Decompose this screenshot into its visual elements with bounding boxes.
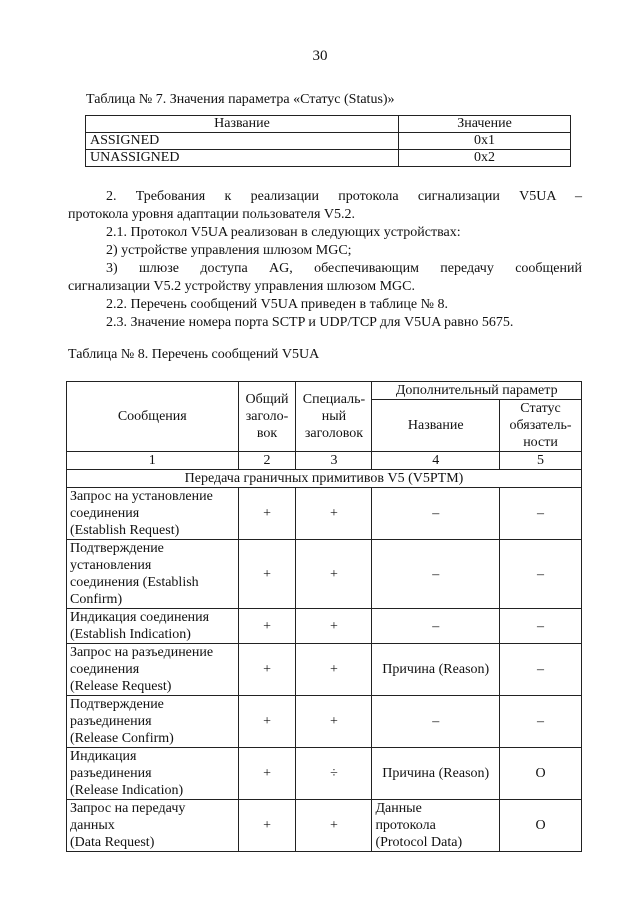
- table-7-caption: Таблица № 7. Значения параметра «Статус (Status)»: [86, 92, 395, 107]
- cell-message: Подтверждение разъединения (Release Confirm): [67, 696, 239, 748]
- cell-message: Индикация разъединения (Release Indication): [67, 748, 239, 800]
- cell-message: Запрос на установление соединения (Establish Request): [67, 488, 239, 540]
- cell-message: Запрос на передачу данных (Data Request): [67, 800, 239, 852]
- cell-message: Запрос на разъединение соединения (Release Request): [67, 644, 239, 696]
- column-number: 2: [238, 452, 296, 470]
- paragraph-2-3: 2.3. Значение номера порта SCTP и UDP/TCP для V5UA равно 5675.: [106, 315, 514, 330]
- paragraph-2: 2. Требования к реализации протокола сигнализации V5UA –: [106, 189, 582, 204]
- cell-message: Индикация соединения (Establish Indication): [67, 609, 239, 644]
- cell-param-name: –: [372, 488, 500, 540]
- cell-value: 0x1: [399, 133, 571, 150]
- cell-name: UNASSIGNED: [86, 150, 399, 167]
- cell-param-status: –: [500, 609, 582, 644]
- column-header-common-header: Общий заголо-вок: [238, 382, 296, 452]
- column-header-param-status: Статус обязатель-ности: [500, 400, 582, 452]
- paragraph-2-1: 2.1. Протокол V5UA реализован в следующих устройствах:: [106, 225, 461, 240]
- cell-common-header: +: [238, 644, 296, 696]
- column-header-special-header: Специаль-ный заголовок: [296, 382, 372, 452]
- cell-param-name: –: [372, 696, 500, 748]
- table-row: [67, 748, 582, 800]
- section-title: Передача граничных примитивов V5 (V5PTM): [67, 470, 582, 488]
- column-number: 1: [67, 452, 239, 470]
- cell-special-header: ÷: [296, 748, 372, 800]
- cell-common-header: +: [238, 748, 296, 800]
- column-number: 5: [500, 452, 582, 470]
- table-row: [67, 540, 582, 609]
- list-item-2: 2) устройстве управления шлюзом MGC;: [106, 243, 352, 258]
- table-row: [67, 488, 582, 540]
- cell-param-status: О: [500, 800, 582, 852]
- table-header-row: [86, 116, 571, 133]
- cell-common-header: +: [238, 488, 296, 540]
- cell-common-header: +: [238, 800, 296, 852]
- cell-special-header: +: [296, 800, 372, 852]
- cell-special-header: +: [296, 540, 372, 609]
- paragraph-2-2: 2.2. Перечень сообщений V5UA приведен в таблице № 8.: [106, 297, 448, 312]
- cell-param-name: Причина (Reason): [372, 748, 500, 800]
- table-header-row: [67, 382, 582, 400]
- cell-special-header: +: [296, 644, 372, 696]
- column-header-param-name: Название: [372, 400, 500, 452]
- cell-common-header: +: [238, 696, 296, 748]
- section-row: [67, 470, 582, 488]
- cell-param-name: –: [372, 609, 500, 644]
- cell-name: ASSIGNED: [86, 133, 399, 150]
- column-numbers-row: [67, 452, 582, 470]
- cell-param-status: –: [500, 488, 582, 540]
- table-row: [67, 696, 582, 748]
- table-8-body: [67, 488, 582, 852]
- column-header-value: Значение: [399, 116, 571, 133]
- cell-message: Подтверждение установления соединения (Establish Confirm): [67, 540, 239, 609]
- list-item-3: 3) шлюзе доступа AG, обеспечивающим передачу сообщений: [106, 261, 582, 276]
- table-row: [67, 609, 582, 644]
- cell-param-name: Данные протокола (Protocol Data): [372, 800, 500, 852]
- column-number: 4: [372, 452, 500, 470]
- cell-common-header: +: [238, 540, 296, 609]
- cell-param-status: –: [500, 644, 582, 696]
- list-item-3-continued: сигнализации V5.2 устройству управления шлюзом MGC.: [68, 279, 415, 294]
- table-7: [85, 115, 571, 167]
- cell-param-name: Причина (Reason): [372, 644, 500, 696]
- cell-special-header: +: [296, 696, 372, 748]
- paragraph-2-continued: протокола уровня адаптации пользователя V5.2.: [68, 207, 355, 222]
- cell-special-header: +: [296, 488, 372, 540]
- table-row: [67, 800, 582, 852]
- table-row: [86, 150, 571, 167]
- column-header-messages: Сообщения: [67, 382, 239, 452]
- table-row: [86, 133, 571, 150]
- column-number: 3: [296, 452, 372, 470]
- cell-param-status: –: [500, 696, 582, 748]
- table-8: [66, 381, 582, 852]
- cell-common-header: +: [238, 609, 296, 644]
- cell-param-status: –: [500, 540, 582, 609]
- cell-param-name: –: [372, 540, 500, 609]
- cell-special-header: +: [296, 609, 372, 644]
- cell-value: 0x2: [399, 150, 571, 167]
- cell-param-status: О: [500, 748, 582, 800]
- table-8-caption: Таблица № 8. Перечень сообщений V5UA: [68, 347, 320, 362]
- table-row: [67, 644, 582, 696]
- column-header-name: Название: [86, 116, 399, 133]
- page-number: 30: [312, 48, 328, 64]
- column-header-additional-param: Дополнительный параметр: [372, 382, 582, 400]
